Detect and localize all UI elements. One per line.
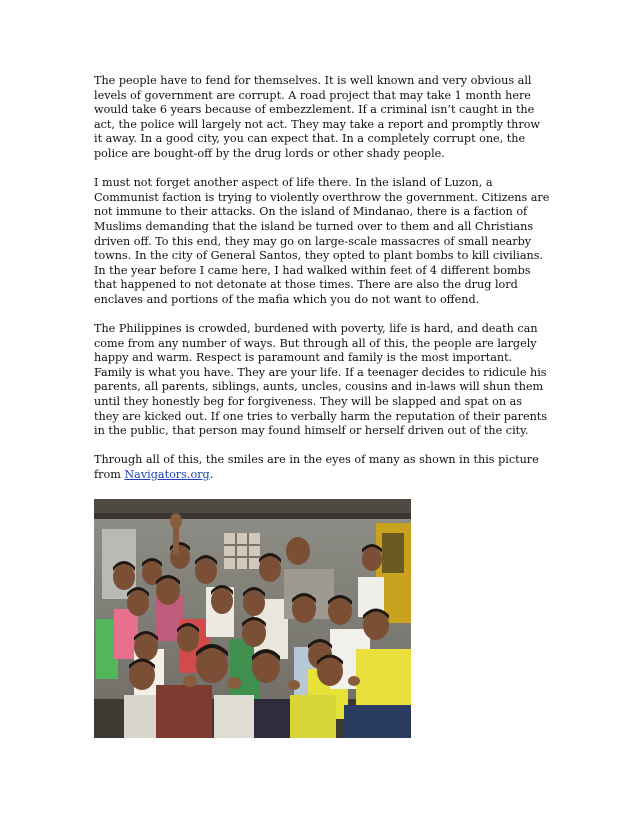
paragraph-insurgency: I must not forget another aspect of life there. In the island of Luzon, a Communist faction is trying to violently overthrow the government. Citizens are not immune to their attacks. On the island of Mindanao, there is a faction of Muslims demanding that the island be turned over to them and all Christians driven off. To this end, they may go on large-scale massacres of small nearby towns. In the city of General Santos, they opted to plant bombs to kill civilians. In the year before I came here, I had walked within feet of 4 different bombs that happened to not detonate at those times. There are also the drug lord enclaves and portions of the mafia which you do not want to offend. bbox=[94, 176, 550, 306]
paragraph-corruption: The people have to fend for themselves. It is well known and very obvious all levels of government are corrupt. A road project that may take 1 month here would take 6 years because of embezzlement. If a criminal isn’t caught in the act, the police will largely not act. They may take a report and promptly throw it away. In a good city, you can expect that. In a completely corrupt one, the police are bought-off by the drug lords or other shady people. bbox=[94, 74, 541, 160]
document-body bbox=[94, 74, 550, 497]
paragraph-family: The Philippines is crowded, burdened with poverty, life is hard, and death can come from any number of ways. But through all of this, the people are largely happy and warm. Respect is paramount and family is the most important. Family is what you have. They are your life. If a teenager decides to ridicule his parents, all parents, siblings, aunts, uncles, cousins and in-laws will shun them until they honestly beg for forgiveness. They will be slapped and spat on as they are kicked out. If one tries to verbally harm the reputation of their parents in the public, that person may found himself or herself driven out of the city. bbox=[94, 322, 548, 438]
closing-punct: . bbox=[209, 468, 214, 482]
group-photo bbox=[94, 499, 411, 738]
group-photo-illustration bbox=[94, 499, 411, 738]
paragraph-closing bbox=[94, 453, 550, 482]
navigators-link[interactable]: Navigators.org bbox=[124, 468, 210, 482]
closing-text: Through all of this, the smiles are in the eyes of many as shown in this picture from bbox=[94, 453, 539, 482]
